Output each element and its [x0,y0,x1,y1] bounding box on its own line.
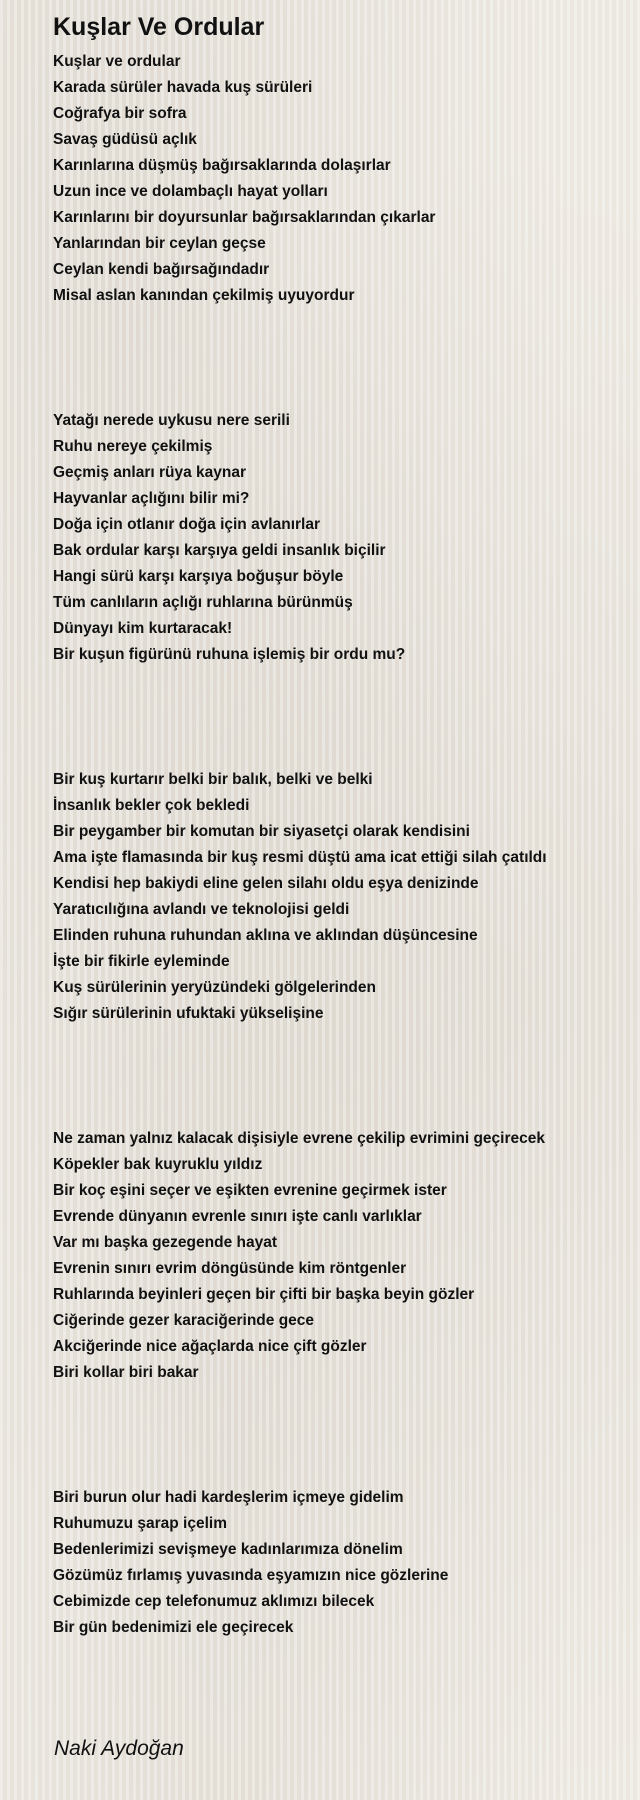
poem-line: Ruhlarında beyinleri geçen bir çifti bir başka beyin gözler [53,1286,475,1303]
poem-line: Cebimizde cep telefonumuz aklımızı bilecek [53,1593,375,1610]
stanza-gap [53,309,633,408]
stanza-gap [53,668,633,767]
poem-line: Karada sürüler havada kuş sürüleri [53,79,313,96]
poem-stanza [53,1485,633,1641]
poem-line: Kendisi hep bakiydi eline gelen silahı oldu eşya denizinde [53,875,479,892]
poem-stanza [53,408,633,668]
poem-line: Gözümüz fırlamış yuvasında eşyamızın nice gözlerine [53,1567,449,1584]
poem-line: Bir koç eşini seçer ve eşikten evrenine geçirmek ister [53,1182,447,1199]
poem-line: Kuşlar ve ordular [53,53,181,70]
poem-author: Naki Aydoğan [54,1737,184,1760]
poem-line: İşte bir fikirle eyleminde [53,953,230,970]
poem-line: Bedenlerimizi sevişmeye kadınlarımıza dönelim [53,1541,403,1558]
poem-line: Ne zaman yalnız kalacak dişisiyle evrene çekilip evrimini geçirecek [53,1130,545,1147]
poem-line: Biri kollar biri bakar [53,1364,199,1381]
poem-line: Sığır sürülerinin ufuktaki yükselişine [53,1005,324,1022]
poem-stanza [53,1126,633,1386]
poem-line: Ciğerinde gezer karaciğerinde gece [53,1312,315,1329]
poem-line: Elinden ruhuna ruhundan aklına ve aklından düşüncesine [53,927,478,944]
poem-line: Ama işte flamasında bir kuş resmi düştü ama icat ettiği silah çatıldı [53,849,547,866]
poem-line: Hangi sürü karşı karşıya boğuşur böyle [53,568,344,585]
poem-line: Evrenin sınırı evrim döngüsünde kim röntgenler [53,1260,407,1277]
poem-line: Var mı başka gezegende hayat [53,1234,277,1251]
poem-title: Kuşlar Ve Ordular [53,13,265,41]
poem-stanza [53,767,633,1027]
poem-line: Misal aslan kanından çekilmiş uyuyordur [53,287,355,304]
poem-line: Bir kuşun figürünü ruhuna işlemiş bir ordu mu? [53,646,406,663]
stanza-gap [53,1027,633,1126]
poem-line: Dünyayı kim kurtaracak! [53,620,233,637]
poem-line: Karınlarını bir doyursunlar bağırsaklarından çıkarlar [53,209,436,226]
poem-line: Evrende dünyanın evrenle sınırı işte canlı varlıklar [53,1208,422,1225]
poem-line: Hayvanlar açlığını bilir mi? [53,490,250,507]
poem-line: Tüm canlıların açlığı ruhlarına bürünmüş [53,594,353,611]
poem-line: Geçmiş anları rüya kaynar [53,464,247,481]
poem-body [53,49,633,1641]
poem-container [53,0,633,1641]
poem-line: Bir kuş kurtarır belki bir balık, belki ve belki [53,771,373,788]
poem-line: Ceylan kendi bağırsağındadır [53,261,270,278]
poem-line: Akciğerinde nice ağaçlarda nice çift gözler [53,1338,367,1355]
poem-line: Yaratıcılığına avlandı ve teknolojisi geldi [53,901,350,918]
poem-line: Köpekler bak kuyruklu yıldız [53,1156,263,1173]
poem-line: Bir peygamber bir komutan bir siyasetçi olarak kendisini [53,823,470,840]
poem-line: Yanlarından bir ceylan geçse [53,235,266,252]
poem-stanza [53,49,633,309]
poem-line: Karınlarına düşmüş bağırsaklarında dolaşırlar [53,157,391,174]
poem-line: İnsanlık bekler çok bekledi [53,797,250,814]
poem-line: Yatağı nerede uykusu nere serili [53,412,290,429]
poem-line: Coğrafya bir sofra [53,105,187,122]
poem-line: Biri burun olur hadi kardeşlerim içmeye gidelim [53,1489,404,1506]
poem-line: Uzun ince ve dolambaçlı hayat yolları [53,183,328,200]
poem-line: Ruhumuzu şarap içelim [53,1515,227,1532]
poem-line: Bak ordular karşı karşıya geldi insanlık biçilir [53,542,386,559]
poem-line: Kuş sürülerinin yeryüzündeki gölgelerinden [53,979,376,996]
poem-line: Bir gün bedenimizi ele geçirecek [53,1619,294,1636]
poem-line: Doğa için otlanır doğa için avlanırlar [53,516,321,533]
poem-line: Ruhu nereye çekilmiş [53,438,213,455]
poem-line: Savaş güdüsü açlık [53,131,197,148]
stanza-gap [53,1386,633,1485]
